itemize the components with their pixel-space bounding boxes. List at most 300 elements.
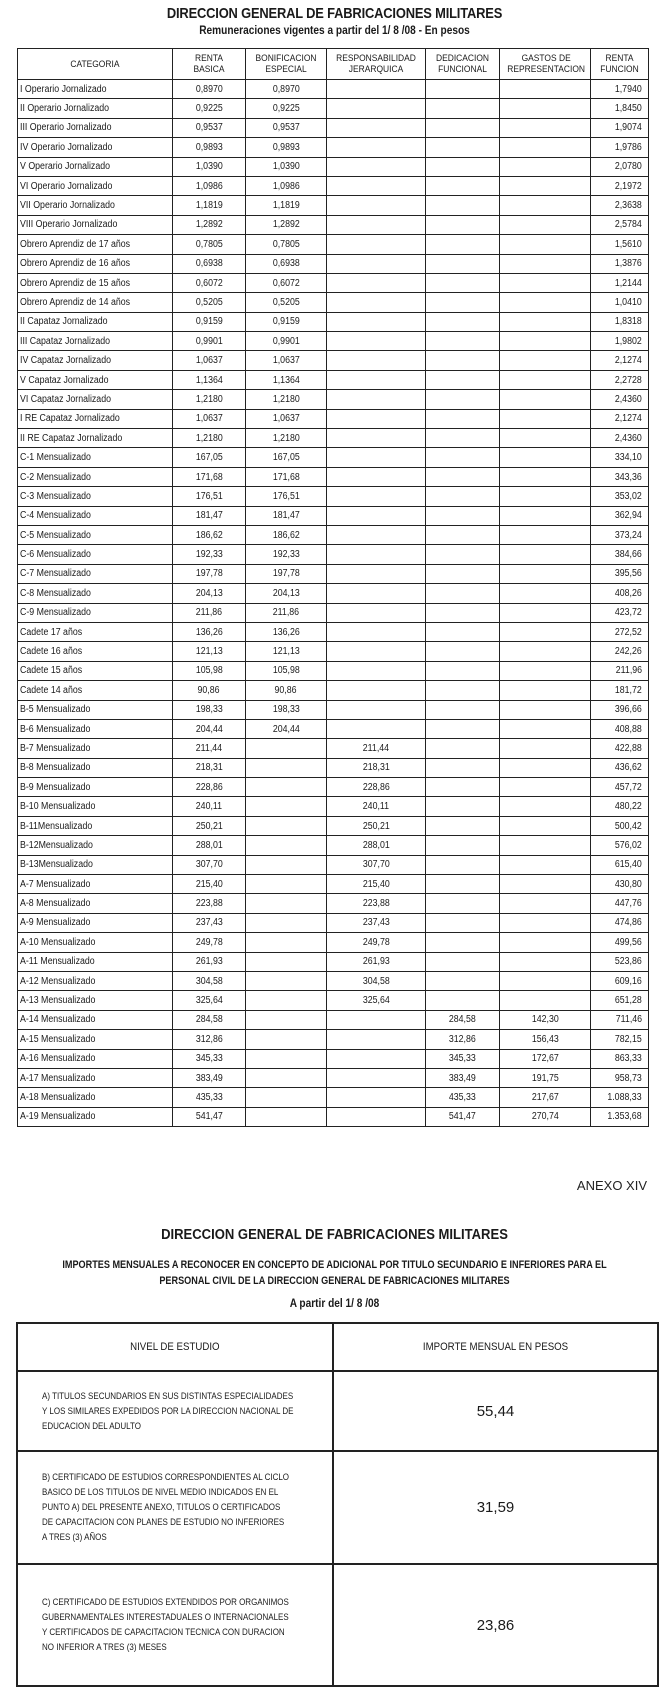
- cell-renta-basica: 228,86: [173, 778, 246, 797]
- cell-renta-basica: 218,31: [173, 758, 246, 777]
- cell-renta-funcion: 1.088,33: [591, 1088, 649, 1107]
- cell-renta-basica: 240,11: [173, 797, 246, 816]
- cell-renta-funcion: 474,86: [591, 913, 649, 932]
- description-line: NO INFERIOR A TRES (3) MESES: [42, 1642, 167, 1652]
- cell-dedicacion-funcional: [426, 312, 500, 331]
- cell-renta-funcion: 782,15: [591, 1030, 649, 1049]
- cell-gastos-representacion: [500, 467, 591, 486]
- cell-renta-basica: 186,62: [173, 525, 246, 544]
- cell-gastos-representacion: [500, 332, 591, 351]
- cell-dedicacion-funcional: [426, 933, 500, 952]
- table-row: [18, 448, 649, 467]
- column-header-responsabilidad-jerarquica: RESPONSABILIDAD JERARQUICA: [327, 49, 426, 80]
- cell-bonificacion-especial: 0,9225: [246, 99, 327, 118]
- cell-dedicacion-funcional: [426, 584, 500, 603]
- table-row: [18, 933, 649, 952]
- cell-categoria: A-9 Mensualizado: [18, 913, 173, 932]
- cell-renta-basica: 1,0637: [173, 409, 246, 428]
- cell-gastos-representacion: [500, 913, 591, 932]
- cell-bonificacion-especial: [246, 1010, 327, 1029]
- cell-gastos-representacion: 270,74: [500, 1107, 591, 1126]
- cell-dedicacion-funcional: [426, 564, 500, 583]
- column-header-bonificacion-especial: BONIFICACION ESPECIAL: [246, 49, 327, 80]
- table-row: [18, 603, 649, 622]
- cell-dedicacion-funcional: [426, 157, 500, 176]
- cell-dedicacion-funcional: 284,58: [426, 1010, 500, 1029]
- cell-dedicacion-funcional: [426, 642, 500, 661]
- table-row: [17, 1371, 658, 1451]
- table-row: [18, 215, 649, 234]
- cell-responsabilidad-jerarquica: [327, 332, 426, 351]
- cell-responsabilidad-jerarquica: 304,58: [327, 971, 426, 990]
- cell-bonificacion-especial: 186,62: [246, 525, 327, 544]
- cell-dedicacion-funcional: [426, 273, 500, 292]
- cell-bonificacion-especial: [246, 1088, 327, 1107]
- cell-gastos-representacion: [500, 797, 591, 816]
- cell-responsabilidad-jerarquica: 250,21: [327, 816, 426, 835]
- cell-renta-funcion: 395,56: [591, 564, 649, 583]
- cell-dedicacion-funcional: [426, 487, 500, 506]
- cell-gastos-representacion: 217,67: [500, 1088, 591, 1107]
- cell-responsabilidad-jerarquica: [327, 448, 426, 467]
- column-header-gastos-representacion: GASTOS DE REPRESENTACION: [500, 49, 591, 80]
- cell-renta-funcion: 272,52: [591, 622, 649, 641]
- cell-bonificacion-especial: [246, 952, 327, 971]
- cell-renta-basica: 307,70: [173, 855, 246, 874]
- cell-categoria: VI Capataz Jornalizado: [18, 390, 173, 409]
- cell-responsabilidad-jerarquica: [327, 273, 426, 292]
- cell-bonificacion-especial: [246, 971, 327, 990]
- cell-renta-funcion: 2,1972: [591, 176, 649, 195]
- cell-responsabilidad-jerarquica: 228,86: [327, 778, 426, 797]
- cell-renta-funcion: 2,3638: [591, 196, 649, 215]
- table-row: [18, 80, 649, 99]
- cell-dedicacion-funcional: 312,86: [426, 1030, 500, 1049]
- cell-bonificacion-especial: 1,0986: [246, 176, 327, 195]
- cell-categoria: C-3 Mensualizado: [18, 487, 173, 506]
- cell-renta-basica: 435,33: [173, 1088, 246, 1107]
- table-row: [18, 176, 649, 195]
- description-line: EDUCACION DEL ADULTO: [42, 1420, 141, 1431]
- cell-importe-mensual: 23,86: [333, 1564, 658, 1686]
- cell-renta-basica: 1,1364: [173, 370, 246, 389]
- cell-responsabilidad-jerarquica: [327, 80, 426, 99]
- description-line: PUNTO A) DEL PRESENTE ANEXO, TITULOS O CERTIFICADOS: [42, 1502, 281, 1512]
- cell-bonificacion-especial: [246, 933, 327, 952]
- cell-bonificacion-especial: 197,78: [246, 564, 327, 583]
- cell-responsabilidad-jerarquica: [327, 584, 426, 603]
- cell-gastos-representacion: [500, 293, 591, 312]
- cell-dedicacion-funcional: [426, 855, 500, 874]
- cell-gastos-representacion: [500, 875, 591, 894]
- cell-renta-funcion: 2,1274: [591, 409, 649, 428]
- cell-responsabilidad-jerarquica: 261,93: [327, 952, 426, 971]
- cell-bonificacion-especial: 0,9537: [246, 118, 327, 137]
- cell-bonificacion-especial: 204,13: [246, 584, 327, 603]
- cell-dedicacion-funcional: [426, 836, 500, 855]
- cell-gastos-representacion: [500, 952, 591, 971]
- annex-date: A partir del 1/ 8 /08: [289, 1298, 380, 1310]
- cell-gastos-representacion: [500, 545, 591, 564]
- cell-renta-basica: 1,2180: [173, 390, 246, 409]
- cell-renta-basica: 0,8970: [173, 80, 246, 99]
- cell-dedicacion-funcional: 383,49: [426, 1068, 500, 1087]
- cell-dedicacion-funcional: [426, 952, 500, 971]
- cell-renta-funcion: 2,5784: [591, 215, 649, 234]
- table-row: [18, 293, 649, 312]
- table-row: [18, 545, 649, 564]
- cell-gastos-representacion: [500, 525, 591, 544]
- cell-dedicacion-funcional: [426, 118, 500, 137]
- cell-categoria: III Operario Jornalizado: [18, 118, 173, 137]
- cell-renta-funcion: 576,02: [591, 836, 649, 855]
- table-row: [18, 157, 649, 176]
- table-row: [18, 700, 649, 719]
- cell-categoria: Cadete 17 años: [18, 622, 173, 641]
- cell-renta-basica: 1,0390: [173, 157, 246, 176]
- cell-gastos-representacion: [500, 99, 591, 118]
- cell-gastos-representacion: [500, 506, 591, 525]
- cell-categoria: Obrero Aprendiz de 16 años: [18, 254, 173, 273]
- cell-importe-mensual: 31,59: [333, 1451, 658, 1564]
- cell-renta-funcion: 242,26: [591, 642, 649, 661]
- cell-responsabilidad-jerarquica: [327, 642, 426, 661]
- table-row: [18, 991, 649, 1010]
- cell-renta-funcion: 499,56: [591, 933, 649, 952]
- cell-renta-basica: 345,33: [173, 1049, 246, 1068]
- column-header-importe-mensual: IMPORTE MENSUAL EN PESOS: [333, 1323, 658, 1371]
- cell-responsabilidad-jerarquica: [327, 1068, 426, 1087]
- cell-responsabilidad-jerarquica: [327, 118, 426, 137]
- cell-gastos-representacion: [500, 642, 591, 661]
- cell-renta-basica: 121,13: [173, 642, 246, 661]
- cell-gastos-representacion: [500, 584, 591, 603]
- cell-responsabilidad-jerarquica: [327, 235, 426, 254]
- cell-renta-funcion: 2,2728: [591, 370, 649, 389]
- cell-responsabilidad-jerarquica: [327, 545, 426, 564]
- cell-categoria: IV Operario Jornalizado: [18, 138, 173, 157]
- cell-categoria: A-11 Mensualizado: [18, 952, 173, 971]
- cell-renta-basica: 167,05: [173, 448, 246, 467]
- cell-dedicacion-funcional: [426, 409, 500, 428]
- table-row: [18, 332, 649, 351]
- cell-gastos-representacion: [500, 719, 591, 738]
- cell-categoria: B-10 Mensualizado: [18, 797, 173, 816]
- cell-categoria: IV Capataz Jornalizado: [18, 351, 173, 370]
- column-header-dedicacion-funcional: DEDICACION FUNCIONAL: [426, 49, 500, 80]
- cell-categoria: B-7 Mensualizado: [18, 739, 173, 758]
- cell-dedicacion-funcional: 541,47: [426, 1107, 500, 1126]
- table-row: [17, 1564, 658, 1686]
- cell-renta-basica: 0,9901: [173, 332, 246, 351]
- cell-responsabilidad-jerarquica: [327, 1107, 426, 1126]
- cell-gastos-representacion: 142,30: [500, 1010, 591, 1029]
- cell-dedicacion-funcional: [426, 739, 500, 758]
- cell-renta-basica: 284,58: [173, 1010, 246, 1029]
- cell-bonificacion-especial: [246, 758, 327, 777]
- document-subtitle: Remuneraciones vigentes a partir del 1/ 8 /08 - En pesos: [199, 25, 470, 37]
- cell-renta-basica: 90,86: [173, 681, 246, 700]
- cell-categoria: B-5 Mensualizado: [18, 700, 173, 719]
- cell-gastos-representacion: [500, 603, 591, 622]
- cell-renta-funcion: 1,9786: [591, 138, 649, 157]
- cell-renta-funcion: 958,73: [591, 1068, 649, 1087]
- cell-gastos-representacion: [500, 118, 591, 137]
- cell-renta-basica: 0,9537: [173, 118, 246, 137]
- cell-gastos-representacion: [500, 836, 591, 855]
- cell-bonificacion-especial: [246, 991, 327, 1010]
- cell-responsabilidad-jerarquica: [327, 661, 426, 680]
- cell-responsabilidad-jerarquica: 223,88: [327, 894, 426, 913]
- table-row: [18, 409, 649, 428]
- cell-responsabilidad-jerarquica: 288,01: [327, 836, 426, 855]
- cell-categoria: A-15 Mensualizado: [18, 1030, 173, 1049]
- cell-gastos-representacion: [500, 933, 591, 952]
- table-row: [18, 739, 649, 758]
- cell-bonificacion-especial: [246, 913, 327, 932]
- cell-gastos-representacion: [500, 80, 591, 99]
- cell-renta-basica: 0,9893: [173, 138, 246, 157]
- cell-importe-mensual: 55,44: [333, 1371, 658, 1451]
- cell-responsabilidad-jerarquica: [327, 487, 426, 506]
- cell-responsabilidad-jerarquica: [327, 525, 426, 544]
- cell-gastos-representacion: [500, 176, 591, 195]
- cell-gastos-representacion: [500, 487, 591, 506]
- cell-renta-basica: 181,47: [173, 506, 246, 525]
- cell-responsabilidad-jerarquica: [327, 1049, 426, 1068]
- description-line: A TRES (3) AÑOS: [42, 1532, 107, 1542]
- cell-responsabilidad-jerarquica: 218,31: [327, 758, 426, 777]
- cell-bonificacion-especial: 192,33: [246, 545, 327, 564]
- cell-renta-funcion: 2,4360: [591, 390, 649, 409]
- table-row: [18, 196, 649, 215]
- cell-categoria: A-18 Mensualizado: [18, 1088, 173, 1107]
- salary-table-header: [18, 49, 649, 80]
- cell-dedicacion-funcional: [426, 467, 500, 486]
- cell-renta-basica: 0,5205: [173, 293, 246, 312]
- cell-categoria: C-1 Mensualizado: [18, 448, 173, 467]
- cell-bonificacion-especial: 0,6072: [246, 273, 327, 292]
- table-row: [18, 836, 649, 855]
- cell-dedicacion-funcional: [426, 603, 500, 622]
- cell-bonificacion-especial: 1,2180: [246, 390, 327, 409]
- description-line: GUBERNAMENTALES INTERESTADUALES O INTERNACIONALES: [42, 1612, 289, 1622]
- cell-renta-funcion: 1.353,68: [591, 1107, 649, 1126]
- cell-renta-funcion: 334,10: [591, 448, 649, 467]
- cell-renta-funcion: 436,62: [591, 758, 649, 777]
- cell-dedicacion-funcional: [426, 545, 500, 564]
- cell-responsabilidad-jerarquica: [327, 157, 426, 176]
- cell-responsabilidad-jerarquica: 325,64: [327, 991, 426, 1010]
- cell-responsabilidad-jerarquica: [327, 293, 426, 312]
- cell-categoria: C-9 Mensualizado: [18, 603, 173, 622]
- cell-dedicacion-funcional: [426, 196, 500, 215]
- cell-dedicacion-funcional: [426, 351, 500, 370]
- cell-dedicacion-funcional: [426, 293, 500, 312]
- cell-gastos-representacion: [500, 273, 591, 292]
- cell-categoria: A-13 Mensualizado: [18, 991, 173, 1010]
- cell-gastos-representacion: [500, 622, 591, 641]
- cell-gastos-representacion: 172,67: [500, 1049, 591, 1068]
- cell-dedicacion-funcional: [426, 138, 500, 157]
- cell-dedicacion-funcional: [426, 235, 500, 254]
- salary-table-body: [18, 80, 649, 1127]
- cell-bonificacion-especial: 1,2892: [246, 215, 327, 234]
- cell-dedicacion-funcional: [426, 991, 500, 1010]
- cell-categoria: A-10 Mensualizado: [18, 933, 173, 952]
- table-row: [18, 681, 649, 700]
- cell-categoria: Cadete 15 años: [18, 661, 173, 680]
- cell-responsabilidad-jerarquica: [327, 370, 426, 389]
- table-row: [18, 758, 649, 777]
- description-line: BASICO DE LOS TITULOS DE NIVEL MEDIO INDICADOS EN EL: [42, 1487, 279, 1497]
- cell-bonificacion-especial: 105,98: [246, 661, 327, 680]
- table-row: [18, 390, 649, 409]
- cell-renta-funcion: 1,3876: [591, 254, 649, 273]
- cell-dedicacion-funcional: [426, 661, 500, 680]
- cell-renta-basica: 105,98: [173, 661, 246, 680]
- cell-dedicacion-funcional: [426, 681, 500, 700]
- table-row: [18, 642, 649, 661]
- cell-renta-basica: 1,1819: [173, 196, 246, 215]
- cell-bonificacion-especial: 167,05: [246, 448, 327, 467]
- cell-bonificacion-especial: 181,47: [246, 506, 327, 525]
- cell-renta-basica: 288,01: [173, 836, 246, 855]
- table-row: [18, 913, 649, 932]
- table-row: [18, 1088, 649, 1107]
- cell-categoria: Obrero Aprendiz de 15 años: [18, 273, 173, 292]
- cell-categoria: II RE Capataz Jornalizado: [18, 429, 173, 448]
- cell-renta-funcion: 430,80: [591, 875, 649, 894]
- cell-bonificacion-especial: 0,9893: [246, 138, 327, 157]
- study-table-header: [17, 1323, 658, 1371]
- cell-bonificacion-especial: [246, 778, 327, 797]
- cell-renta-basica: 249,78: [173, 933, 246, 952]
- cell-dedicacion-funcional: [426, 758, 500, 777]
- cell-renta-basica: 1,0637: [173, 351, 246, 370]
- cell-renta-basica: 204,13: [173, 584, 246, 603]
- table-row: [18, 719, 649, 738]
- cell-bonificacion-especial: 1,0637: [246, 351, 327, 370]
- cell-responsabilidad-jerarquica: [327, 506, 426, 525]
- cell-renta-basica: 0,6072: [173, 273, 246, 292]
- table-row: [18, 1068, 649, 1087]
- cell-renta-basica: 1,0986: [173, 176, 246, 195]
- cell-bonificacion-especial: 0,9159: [246, 312, 327, 331]
- cell-renta-funcion: 500,42: [591, 816, 649, 835]
- cell-dedicacion-funcional: [426, 719, 500, 738]
- cell-categoria: B-8 Mensualizado: [18, 758, 173, 777]
- table-row: [18, 525, 649, 544]
- cell-categoria: III Capataz Jornalizado: [18, 332, 173, 351]
- cell-renta-basica: 198,33: [173, 700, 246, 719]
- table-row: [18, 254, 649, 273]
- cell-categoria: Obrero Aprendiz de 17 años: [18, 235, 173, 254]
- cell-gastos-representacion: [500, 894, 591, 913]
- cell-renta-funcion: 457,72: [591, 778, 649, 797]
- cell-dedicacion-funcional: [426, 390, 500, 409]
- cell-renta-funcion: 480,22: [591, 797, 649, 816]
- table-row: [18, 971, 649, 990]
- cell-categoria: B-6 Mensualizado: [18, 719, 173, 738]
- cell-renta-funcion: 447,76: [591, 894, 649, 913]
- cell-renta-basica: 171,68: [173, 467, 246, 486]
- cell-categoria: B-13Mensualizado: [18, 855, 173, 874]
- cell-dedicacion-funcional: [426, 429, 500, 448]
- cell-responsabilidad-jerarquica: [327, 564, 426, 583]
- cell-bonificacion-especial: [246, 1049, 327, 1068]
- cell-gastos-representacion: 156,43: [500, 1030, 591, 1049]
- cell-renta-basica: 325,64: [173, 991, 246, 1010]
- cell-renta-basica: 0,9159: [173, 312, 246, 331]
- cell-responsabilidad-jerarquica: [327, 700, 426, 719]
- cell-categoria: I Operario Jornalizado: [18, 80, 173, 99]
- cell-categoria: A-17 Mensualizado: [18, 1068, 173, 1087]
- table-row: [18, 118, 649, 137]
- salary-table: [17, 48, 649, 1127]
- cell-gastos-representacion: [500, 370, 591, 389]
- study-level-table: [16, 1322, 659, 1687]
- table-row: [18, 797, 649, 816]
- cell-bonificacion-especial: 0,6938: [246, 254, 327, 273]
- cell-gastos-representacion: 191,75: [500, 1068, 591, 1087]
- table-row: [18, 1107, 649, 1126]
- cell-responsabilidad-jerarquica: [327, 1030, 426, 1049]
- cell-categoria: VII Operario Jornalizado: [18, 196, 173, 215]
- cell-gastos-representacion: [500, 661, 591, 680]
- cell-renta-funcion: 1,9802: [591, 332, 649, 351]
- cell-gastos-representacion: [500, 351, 591, 370]
- cell-dedicacion-funcional: [426, 700, 500, 719]
- table-row: [18, 778, 649, 797]
- cell-renta-funcion: 396,66: [591, 700, 649, 719]
- description-line: DE CAPACITACION CON PLANES DE ESTUDIO NO INFERIORES: [42, 1517, 285, 1527]
- cell-dedicacion-funcional: [426, 894, 500, 913]
- cell-bonificacion-especial: 211,86: [246, 603, 327, 622]
- cell-renta-basica: 0,9225: [173, 99, 246, 118]
- cell-gastos-representacion: [500, 235, 591, 254]
- cell-renta-funcion: 1,2144: [591, 273, 649, 292]
- cell-gastos-representacion: [500, 681, 591, 700]
- cell-renta-basica: 0,7805: [173, 235, 246, 254]
- cell-categoria: B-11Mensualizado: [18, 816, 173, 835]
- cell-dedicacion-funcional: [426, 448, 500, 467]
- annex-label: ANEXO XIV: [576, 1178, 647, 1193]
- cell-renta-funcion: 2,1274: [591, 351, 649, 370]
- cell-gastos-representacion: [500, 429, 591, 448]
- cell-bonificacion-especial: 136,26: [246, 622, 327, 641]
- table-row: [18, 1030, 649, 1049]
- table-row: [18, 99, 649, 118]
- cell-responsabilidad-jerarquica: [327, 1010, 426, 1029]
- cell-categoria: C-7 Mensualizado: [18, 564, 173, 583]
- cell-responsabilidad-jerarquica: [327, 351, 426, 370]
- cell-responsabilidad-jerarquica: [327, 467, 426, 486]
- cell-dedicacion-funcional: 345,33: [426, 1049, 500, 1068]
- cell-categoria: I RE Capataz Jornalizado: [18, 409, 173, 428]
- cell-dedicacion-funcional: [426, 525, 500, 544]
- cell-categoria: B-12Mensualizado: [18, 836, 173, 855]
- cell-dedicacion-funcional: [426, 622, 500, 641]
- cell-dedicacion-funcional: [426, 971, 500, 990]
- cell-dedicacion-funcional: [426, 254, 500, 273]
- cell-renta-basica: 237,43: [173, 913, 246, 932]
- cell-bonificacion-especial: 1,0637: [246, 409, 327, 428]
- table-row: [18, 584, 649, 603]
- cell-renta-basica: 1,2892: [173, 215, 246, 234]
- cell-renta-funcion: 211,96: [591, 661, 649, 680]
- cell-bonificacion-especial: 0,5205: [246, 293, 327, 312]
